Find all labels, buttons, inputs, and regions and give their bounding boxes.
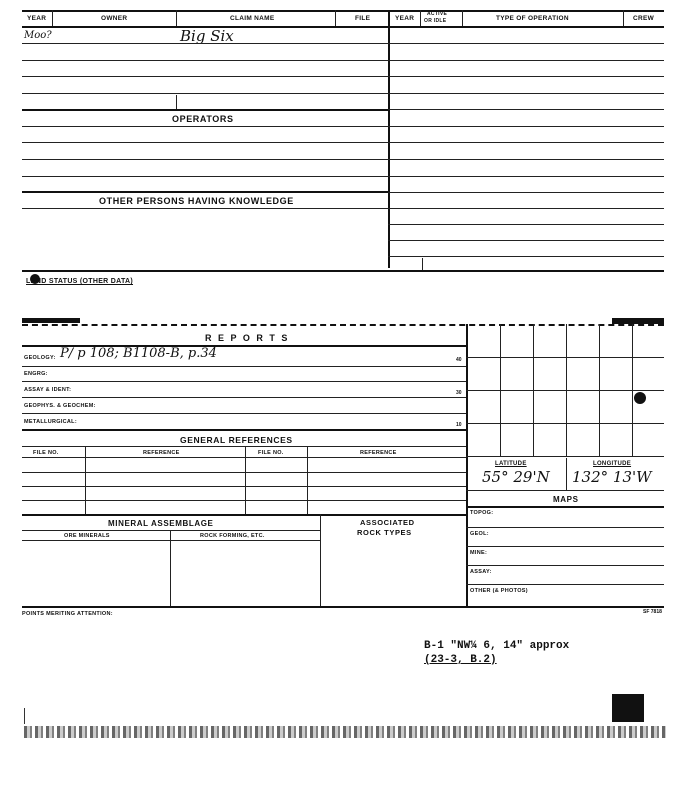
- row-line: [22, 176, 388, 177]
- row-line: [22, 540, 320, 541]
- row-line: [22, 76, 388, 77]
- row-line: [22, 366, 466, 367]
- entry-year: Moo?: [24, 30, 52, 41]
- header-active: ACTIVE: [427, 11, 448, 17]
- row-line: [22, 60, 388, 61]
- header-bottom-border: [22, 26, 664, 28]
- maps-geol-label: GEOL:: [470, 531, 489, 537]
- scale-10: 10: [456, 422, 462, 428]
- engrg-label: ENGRG:: [24, 371, 48, 377]
- col-divider: [85, 446, 86, 514]
- row-line: [388, 176, 664, 177]
- block-bottom-border: [22, 606, 664, 608]
- col-divider: [566, 458, 567, 490]
- col-divider: [170, 530, 171, 606]
- geology-label: GEOLOGY:: [24, 355, 56, 361]
- row-line: [388, 109, 664, 110]
- row-line: [22, 486, 466, 487]
- row-line: [22, 429, 466, 431]
- latitude-value: 55° 29'N: [482, 468, 550, 486]
- row-line: [388, 208, 664, 209]
- geophys-label: GEOPHYS. & GEOCHEM:: [24, 403, 96, 409]
- ore-minerals-label: ORE MINERALS: [64, 533, 110, 539]
- row-line: [466, 565, 664, 566]
- col-divider: [176, 10, 177, 26]
- row-line: [22, 126, 388, 127]
- row-line: [22, 159, 388, 160]
- maps-other-label: OTHER (& PHOTOS): [470, 588, 528, 594]
- ref-col-file-no-2: FILE NO.: [258, 450, 284, 456]
- col-tick: [422, 258, 423, 270]
- row-line: [22, 208, 388, 209]
- row-line: [388, 60, 664, 61]
- header-year-right: YEAR: [395, 15, 415, 22]
- metallurgical-label: METALLURGICAL:: [24, 419, 77, 425]
- header-crew: CREW: [633, 15, 655, 22]
- maps-topog-label: TOPOG:: [470, 510, 494, 516]
- row-line: [22, 472, 466, 473]
- location-dot: [634, 392, 646, 404]
- row-line: [388, 76, 664, 77]
- row-line: [22, 381, 466, 382]
- rock-forming-label: ROCK FORMING, ETC.: [200, 533, 265, 539]
- row-line: [466, 584, 664, 585]
- main-vertical-divider: [388, 10, 390, 268]
- grid-row: [466, 456, 664, 457]
- knowledge-title: OTHER PERSONS HAVING KNOWLEDGE: [99, 196, 294, 206]
- entry-claim-name: Big Six: [180, 27, 234, 45]
- reports-title: R E P O R T S: [205, 333, 290, 343]
- col-tick: [176, 95, 177, 109]
- latitude-label: LATITUDE: [495, 461, 527, 467]
- header-owner: OWNER: [101, 15, 128, 22]
- col-divider: [462, 10, 463, 26]
- row-line: [388, 93, 664, 94]
- points-meriting-label: POINTS MERITING ATTENTION:: [22, 611, 113, 617]
- reports-top-border: [22, 324, 664, 326]
- row-line: [22, 446, 466, 447]
- typed-note-line1: B-1 "NW¼ 6, 14" approx: [424, 640, 570, 652]
- row-line: [466, 506, 664, 508]
- right-block-divider: [466, 324, 468, 606]
- col-divider: [52, 10, 53, 26]
- row-line: [388, 43, 664, 44]
- row-line: [22, 397, 466, 398]
- scale-40: 40: [456, 357, 462, 363]
- scan-noise-strip: [24, 726, 666, 738]
- scan-artifact-block: [612, 694, 644, 722]
- scan-mark: [24, 708, 25, 724]
- form-number: SF 7818: [643, 609, 662, 615]
- row-line: [22, 43, 388, 44]
- general-references-title: GENERAL REFERENCES: [180, 435, 293, 445]
- assay-label: ASSAY & IDENT:: [24, 387, 72, 393]
- col-divider: [320, 514, 321, 606]
- row-line: [22, 530, 320, 531]
- operators-title: OPERATORS: [172, 114, 234, 124]
- col-divider: [335, 10, 336, 26]
- row-line: [388, 224, 664, 225]
- row-line: [388, 240, 664, 241]
- row-line: [22, 413, 466, 414]
- row-line: [22, 142, 388, 143]
- row-line: [466, 527, 664, 528]
- longitude-value: 132° 13'W: [572, 468, 652, 486]
- ref-col-reference-1: REFERENCE: [143, 450, 180, 456]
- row-line: [22, 500, 466, 501]
- table-bottom-border: [22, 270, 664, 272]
- row-line: [388, 159, 664, 160]
- rock-types-label: ROCK TYPES: [357, 528, 412, 537]
- grid-row: [466, 423, 664, 424]
- ink-mark-left: [22, 318, 80, 323]
- scale-30: 30: [456, 390, 462, 396]
- top-border: [22, 10, 664, 12]
- row-line: [22, 457, 466, 458]
- header-claim-name: CLAIM NAME: [230, 15, 275, 22]
- header-or-idle: OR IDLE: [424, 18, 447, 24]
- mineral-assemblage-title: MINERAL ASSEMBLAGE: [108, 519, 214, 528]
- header-file: FILE: [355, 15, 371, 22]
- typed-note-line2: (23-3, B.2): [424, 654, 497, 666]
- section-line: [22, 191, 388, 193]
- header-type-of-operation: TYPE OF OPERATION: [496, 15, 569, 22]
- section-line: [22, 109, 388, 111]
- row-line: [388, 256, 664, 257]
- longitude-label: LONGITUDE: [593, 461, 632, 467]
- col-divider: [623, 10, 624, 26]
- ink-mark-right: [612, 318, 664, 324]
- maps-assay-label: ASSAY:: [470, 569, 492, 575]
- grid-row: [466, 390, 664, 391]
- header-year: YEAR: [27, 15, 47, 22]
- row-line: [388, 142, 664, 143]
- grid-row: [466, 357, 664, 358]
- row-line: [388, 192, 664, 193]
- row-line: [22, 93, 388, 94]
- col-divider: [245, 446, 246, 514]
- maps-title: MAPS: [553, 495, 579, 504]
- geology-value: P/ p 108; B1108-B, p.34: [60, 346, 217, 361]
- ref-col-reference-2: REFERENCE: [360, 450, 397, 456]
- associated-label: ASSOCIATED: [360, 518, 415, 527]
- land-status-label: LAND STATUS (OTHER DATA): [26, 278, 134, 285]
- ref-col-file-no-1: FILE NO.: [33, 450, 59, 456]
- row-line: [22, 514, 466, 516]
- col-divider: [420, 10, 421, 26]
- row-line: [466, 490, 664, 491]
- maps-mine-label: MINE:: [470, 550, 488, 556]
- col-divider: [307, 446, 308, 514]
- row-line: [388, 126, 664, 127]
- row-line: [466, 546, 664, 547]
